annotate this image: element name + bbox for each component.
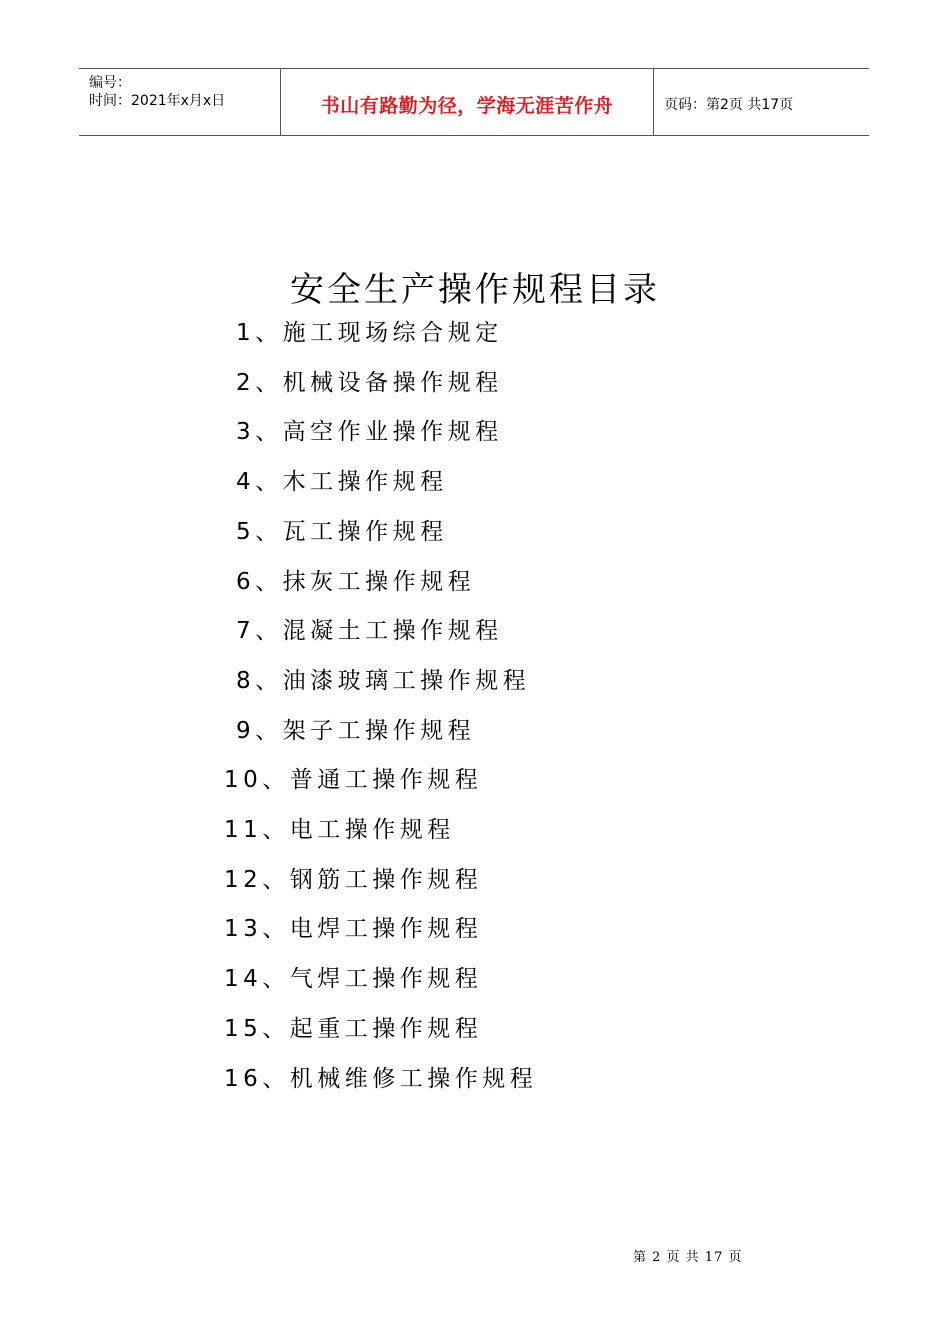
toc-item: 2、机械设备操作规程 <box>236 370 503 396</box>
toc-item: 12、钢筋工操作规程 <box>224 867 483 893</box>
page-footer: 第 2 页 共 17 页 <box>633 1250 743 1265</box>
toc-item: 5、瓦工操作规程 <box>236 519 448 545</box>
toc-item: 1、施工现场综合规定 <box>236 320 503 346</box>
page-header <box>79 68 869 136</box>
date-label: 时间：2021年x月x日 <box>89 93 226 109</box>
toc-item: 6、抹灰工操作规程 <box>236 569 476 595</box>
serial-number-label: 编号： <box>89 75 131 91</box>
header-page-info: 页码：第2页 共17页 <box>664 97 794 113</box>
toc-item: 9、架子工操作规程 <box>236 718 476 744</box>
toc-item: 15、起重工操作规程 <box>224 1016 483 1042</box>
toc-item: 4、木工操作规程 <box>236 469 448 495</box>
toc-item: 8、油漆玻璃工操作规程 <box>236 668 531 694</box>
header-motto: 书山有路勤为径，学海无涯苦作舟 <box>320 95 614 117</box>
toc-item: 14、气焊工操作规程 <box>224 966 483 992</box>
header-page-cell <box>654 69 869 135</box>
document-title: 安全生产操作规程目录 <box>290 270 660 310</box>
toc-item: 3、高空作业操作规程 <box>236 419 503 445</box>
header-meta-cell <box>79 69 281 135</box>
toc-item: 13、电焊工操作规程 <box>224 916 483 942</box>
toc-item: 11、电工操作规程 <box>224 817 455 843</box>
toc-item: 16、机械维修工操作规程 <box>224 1066 538 1092</box>
toc-item: 10、普通工操作规程 <box>224 767 483 793</box>
toc-item: 7、混凝土工操作规程 <box>236 618 503 644</box>
header-motto-cell <box>281 69 654 135</box>
